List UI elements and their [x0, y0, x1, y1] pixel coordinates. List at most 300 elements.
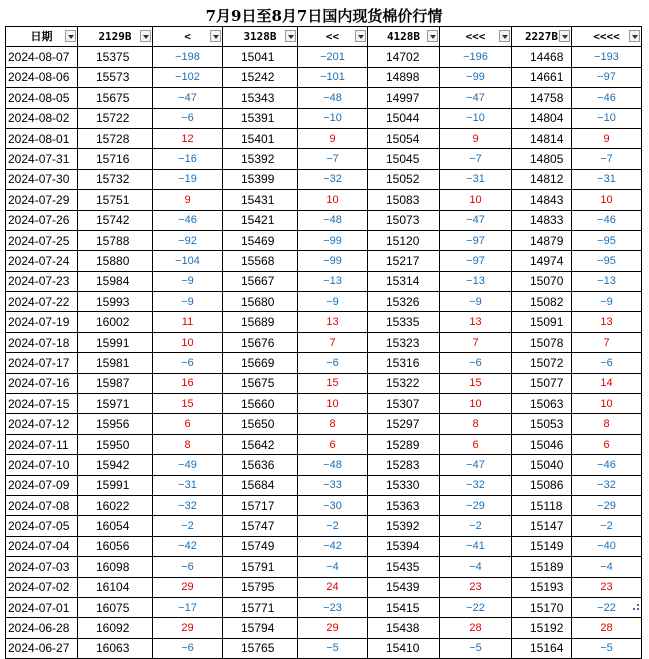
price-cell[interactable]: 15438: [368, 618, 440, 638]
column-header-4[interactable]: [298, 27, 368, 47]
change-cell[interactable]: −46: [572, 88, 642, 108]
price-cell[interactable]: 16022: [78, 495, 153, 515]
price-cell[interactable]: 15788: [78, 230, 153, 250]
column-header-5[interactable]: [368, 27, 440, 47]
price-cell[interactable]: 15391: [223, 108, 298, 128]
price-cell[interactable]: 15742: [78, 210, 153, 230]
change-cell[interactable]: −2: [298, 516, 368, 536]
change-cell[interactable]: −95: [572, 230, 642, 250]
change-cell[interactable]: 14: [572, 373, 642, 393]
column-header-1[interactable]: [78, 27, 153, 47]
price-cell[interactable]: 15335: [368, 312, 440, 332]
change-cell[interactable]: −31: [572, 169, 642, 189]
filter-dropdown-icon[interactable]: [499, 30, 510, 42]
change-cell[interactable]: 8: [298, 414, 368, 434]
date-cell[interactable]: 2024-07-19: [6, 312, 78, 332]
change-cell[interactable]: −4: [572, 557, 642, 577]
price-cell[interactable]: 15880: [78, 251, 153, 271]
price-cell[interactable]: 15053: [512, 414, 572, 434]
date-cell[interactable]: 2024-07-22: [6, 292, 78, 312]
change-cell[interactable]: 10: [572, 190, 642, 210]
price-cell[interactable]: 15375: [78, 47, 153, 67]
price-cell[interactable]: 15749: [223, 536, 298, 556]
change-cell[interactable]: −48: [298, 455, 368, 475]
change-cell[interactable]: −101: [298, 67, 368, 87]
price-cell[interactable]: 16098: [78, 557, 153, 577]
change-cell[interactable]: 6: [298, 434, 368, 454]
price-cell[interactable]: 15077: [512, 373, 572, 393]
change-cell[interactable]: 10: [572, 394, 642, 414]
change-cell[interactable]: 6: [572, 434, 642, 454]
change-cell[interactable]: −104: [153, 251, 223, 271]
change-cell[interactable]: −99: [440, 67, 512, 87]
change-cell[interactable]: −95: [572, 251, 642, 271]
price-cell[interactable]: 15660: [223, 394, 298, 414]
price-cell[interactable]: 15794: [223, 618, 298, 638]
change-cell[interactable]: −7: [298, 149, 368, 169]
price-cell[interactable]: 15041: [223, 47, 298, 67]
price-cell[interactable]: 15072: [512, 353, 572, 373]
change-cell[interactable]: 15: [298, 373, 368, 393]
table-body: [6, 47, 642, 659]
price-cell[interactable]: 15045: [368, 149, 440, 169]
change-cell[interactable]: −30: [298, 495, 368, 515]
change-cell[interactable]: −10: [572, 108, 642, 128]
price-cell[interactable]: 16104: [78, 577, 153, 597]
price-cell[interactable]: 15650: [223, 414, 298, 434]
change-cell[interactable]: −48: [298, 210, 368, 230]
change-cell[interactable]: −10: [298, 108, 368, 128]
change-cell[interactable]: −2: [153, 516, 223, 536]
price-cell[interactable]: 15689: [223, 312, 298, 332]
date-cell[interactable]: 2024-08-01: [6, 128, 78, 148]
change-cell[interactable]: 9: [572, 128, 642, 148]
price-cell[interactable]: 15675: [223, 373, 298, 393]
price-cell[interactable]: 15392: [223, 149, 298, 169]
date-cell[interactable]: 2024-07-11: [6, 434, 78, 454]
change-cell[interactable]: −6: [298, 353, 368, 373]
price-cell[interactable]: 15070: [512, 271, 572, 291]
price-cell[interactable]: 15297: [368, 414, 440, 434]
date-cell[interactable]: 2024-07-02: [6, 577, 78, 597]
change-cell[interactable]: −99: [298, 251, 368, 271]
change-cell[interactable]: −17: [153, 597, 223, 617]
change-cell[interactable]: −42: [153, 536, 223, 556]
change-cell[interactable]: 8: [440, 414, 512, 434]
price-cell[interactable]: 14812: [512, 169, 572, 189]
change-cell[interactable]: −32: [298, 169, 368, 189]
change-cell[interactable]: 13: [440, 312, 512, 332]
filter-dropdown-icon[interactable]: [65, 30, 76, 42]
price-cell[interactable]: 15330: [368, 475, 440, 495]
price-cell[interactable]: 15323: [368, 332, 440, 352]
price-cell[interactable]: 14758: [512, 88, 572, 108]
change-cell[interactable]: 6: [153, 414, 223, 434]
date-cell[interactable]: 2024-06-27: [6, 638, 78, 658]
price-cell[interactable]: 14974: [512, 251, 572, 271]
change-cell[interactable]: −33: [298, 475, 368, 495]
price-cell[interactable]: 15063: [512, 394, 572, 414]
date-cell[interactable]: 2024-07-09: [6, 475, 78, 495]
price-cell[interactable]: 15410: [368, 638, 440, 658]
change-cell[interactable]: −6: [153, 638, 223, 658]
change-cell[interactable]: −5: [572, 638, 642, 658]
column-header-label: 日期: [30, 29, 53, 43]
change-cell[interactable]: 10: [440, 190, 512, 210]
change-cell[interactable]: −47: [440, 455, 512, 475]
price-cell[interactable]: 15083: [368, 190, 440, 210]
price-cell[interactable]: 15147: [512, 516, 572, 536]
price-cell[interactable]: 15193: [512, 577, 572, 597]
change-cell[interactable]: −32: [440, 475, 512, 495]
change-cell[interactable]: −49: [153, 455, 223, 475]
price-cell[interactable]: 15326: [368, 292, 440, 312]
price-cell[interactable]: 15431: [223, 190, 298, 210]
change-cell[interactable]: −7: [440, 149, 512, 169]
price-cell[interactable]: 15170: [512, 597, 572, 617]
price-cell[interactable]: 15956: [78, 414, 153, 434]
price-cell[interactable]: 15991: [78, 332, 153, 352]
price-cell[interactable]: 15747: [223, 516, 298, 536]
price-cell[interactable]: 15987: [78, 373, 153, 393]
change-cell[interactable]: −23: [298, 597, 368, 617]
price-cell[interactable]: 15044: [368, 108, 440, 128]
price-cell[interactable]: 15795: [223, 577, 298, 597]
change-cell[interactable]: 28: [572, 618, 642, 638]
date-cell[interactable]: 2024-07-29: [6, 190, 78, 210]
price-cell[interactable]: 15120: [368, 230, 440, 250]
price-cell[interactable]: 14804: [512, 108, 572, 128]
date-cell[interactable]: 2024-07-26: [6, 210, 78, 230]
price-cell[interactable]: 15399: [223, 169, 298, 189]
date-cell[interactable]: 2024-07-31: [6, 149, 78, 169]
column-header-label: 2129B: [98, 29, 132, 43]
price-cell[interactable]: 15401: [223, 128, 298, 148]
price-cell[interactable]: 15421: [223, 210, 298, 230]
change-cell[interactable]: 29: [153, 577, 223, 597]
change-cell[interactable]: 24: [298, 577, 368, 597]
change-cell[interactable]: −102: [153, 67, 223, 87]
price-cell[interactable]: 15771: [223, 597, 298, 617]
change-cell[interactable]: −16: [153, 149, 223, 169]
price-cell[interactable]: 15149: [512, 536, 572, 556]
date-cell[interactable]: 2024-07-16: [6, 373, 78, 393]
change-cell[interactable]: 9: [153, 190, 223, 210]
change-cell[interactable]: 8: [153, 434, 223, 454]
price-cell[interactable]: 14814: [512, 128, 572, 148]
change-cell[interactable]: −9: [440, 292, 512, 312]
change-cell[interactable]: −4: [440, 557, 512, 577]
change-cell[interactable]: −9: [572, 292, 642, 312]
price-cell[interactable]: 15728: [78, 128, 153, 148]
price-cell[interactable]: 16054: [78, 516, 153, 536]
date-cell[interactable]: 2024-08-05: [6, 88, 78, 108]
change-cell[interactable]: −9: [298, 292, 368, 312]
change-cell[interactable]: −42: [298, 536, 368, 556]
change-cell[interactable]: 15: [440, 373, 512, 393]
change-cell[interactable]: 10: [298, 394, 368, 414]
price-cell[interactable]: 15971: [78, 394, 153, 414]
price-cell[interactable]: 15984: [78, 271, 153, 291]
column-header-label: <<<<: [593, 29, 620, 43]
table-row: [6, 557, 642, 577]
change-cell[interactable]: 7: [572, 332, 642, 352]
change-cell[interactable]: −5: [440, 638, 512, 658]
price-cell[interactable]: 15684: [223, 475, 298, 495]
price-cell[interactable]: 15283: [368, 455, 440, 475]
column-header-3[interactable]: [223, 27, 298, 47]
change-cell[interactable]: 15: [153, 394, 223, 414]
change-cell[interactable]: −92: [153, 230, 223, 250]
change-cell[interactable]: −32: [153, 495, 223, 515]
change-cell[interactable]: −32: [572, 475, 642, 495]
date-cell[interactable]: 2024-07-25: [6, 230, 78, 250]
change-cell[interactable]: 13: [298, 312, 368, 332]
table-row: [6, 353, 642, 373]
price-cell[interactable]: 15217: [368, 251, 440, 271]
date-cell[interactable]: 2024-07-17: [6, 353, 78, 373]
change-cell[interactable]: −13: [298, 271, 368, 291]
price-cell[interactable]: 15950: [78, 434, 153, 454]
date-cell[interactable]: 2024-07-01: [6, 597, 78, 617]
price-cell[interactable]: 15568: [223, 251, 298, 271]
change-cell[interactable]: −47: [440, 210, 512, 230]
price-cell[interactable]: 15573: [78, 67, 153, 87]
price-cell[interactable]: 15091: [512, 312, 572, 332]
change-cell[interactable]: −9: [153, 292, 223, 312]
change-cell[interactable]: −13: [440, 271, 512, 291]
date-cell[interactable]: 2024-07-24: [6, 251, 78, 271]
table-row: [6, 251, 642, 271]
date-cell[interactable]: 2024-07-08: [6, 495, 78, 515]
price-cell[interactable]: 15073: [368, 210, 440, 230]
change-cell[interactable]: 10: [153, 332, 223, 352]
change-cell[interactable]: −97: [440, 230, 512, 250]
filter-dropdown-icon[interactable]: [427, 30, 438, 42]
price-cell[interactable]: 15363: [368, 495, 440, 515]
price-cell[interactable]: 14997: [368, 88, 440, 108]
price-cell[interactable]: 15680: [223, 292, 298, 312]
change-cell[interactable]: −47: [153, 88, 223, 108]
price-cell[interactable]: 15394: [368, 536, 440, 556]
change-cell[interactable]: 29: [153, 618, 223, 638]
sheet-title: 7月9日至8月7日国内现货棉价行情: [205, 7, 443, 25]
price-cell[interactable]: 15732: [78, 169, 153, 189]
price-cell[interactable]: 15054: [368, 128, 440, 148]
change-cell[interactable]: −40: [572, 536, 642, 556]
change-cell[interactable]: −29: [572, 495, 642, 515]
price-cell[interactable]: 15118: [512, 495, 572, 515]
change-cell[interactable]: 11: [153, 312, 223, 332]
date-cell[interactable]: 2024-06-28: [6, 618, 78, 638]
price-cell[interactable]: 16056: [78, 536, 153, 556]
price-cell[interactable]: 15392: [368, 516, 440, 536]
price-cell[interactable]: 14879: [512, 230, 572, 250]
filter-dropdown-icon[interactable]: [210, 30, 221, 42]
price-cell[interactable]: 15242: [223, 67, 298, 87]
change-cell[interactable]: −196: [440, 47, 512, 67]
price-cell[interactable]: 15086: [512, 475, 572, 495]
price-cell[interactable]: 14898: [368, 67, 440, 87]
date-cell[interactable]: 2024-07-12: [6, 414, 78, 434]
date-cell[interactable]: 2024-08-07: [6, 47, 78, 67]
price-cell[interactable]: 15717: [223, 495, 298, 515]
change-cell[interactable]: 23: [572, 577, 642, 597]
price-cell[interactable]: 15469: [223, 230, 298, 250]
price-cell[interactable]: 14468: [512, 47, 572, 67]
change-cell[interactable]: −46: [153, 210, 223, 230]
date-cell[interactable]: 2024-07-04: [6, 536, 78, 556]
change-cell[interactable]: −41: [440, 536, 512, 556]
change-cell[interactable]: −4: [298, 557, 368, 577]
change-cell[interactable]: −2: [572, 516, 642, 536]
price-cell[interactable]: 16002: [78, 312, 153, 332]
change-cell[interactable]: 7: [298, 332, 368, 352]
change-cell[interactable]: −7: [572, 149, 642, 169]
price-cell[interactable]: 15314: [368, 271, 440, 291]
price-cell[interactable]: 15642: [223, 434, 298, 454]
price-cell[interactable]: 15942: [78, 455, 153, 475]
price-cell[interactable]: 14833: [512, 210, 572, 230]
price-cell[interactable]: 15322: [368, 373, 440, 393]
price-cell[interactable]: 15676: [223, 332, 298, 352]
column-header-6[interactable]: [440, 27, 512, 47]
change-cell[interactable]: −48: [298, 88, 368, 108]
date-cell[interactable]: 2024-08-06: [6, 67, 78, 87]
price-cell[interactable]: 15991: [78, 475, 153, 495]
filter-dropdown-icon[interactable]: [559, 30, 570, 42]
change-cell[interactable]: 10: [298, 190, 368, 210]
change-cell[interactable]: −5: [298, 638, 368, 658]
price-cell[interactable]: 15046: [512, 434, 572, 454]
change-cell[interactable]: 9: [298, 128, 368, 148]
column-header-2[interactable]: [153, 27, 223, 47]
change-cell[interactable]: −6: [153, 108, 223, 128]
change-cell[interactable]: −31: [153, 475, 223, 495]
change-cell[interactable]: 7: [440, 332, 512, 352]
change-cell[interactable]: −46: [572, 455, 642, 475]
price-cell[interactable]: 16063: [78, 638, 153, 658]
price-cell[interactable]: 16075: [78, 597, 153, 617]
column-header-label: <<<: [465, 29, 486, 43]
price-cell[interactable]: 15765: [223, 638, 298, 658]
price-cell[interactable]: 15307: [368, 394, 440, 414]
price-cell[interactable]: 15040: [512, 455, 572, 475]
change-cell[interactable]: −6: [153, 557, 223, 577]
column-header-8[interactable]: [572, 27, 642, 47]
change-cell[interactable]: 13: [572, 312, 642, 332]
price-cell[interactable]: 15052: [368, 169, 440, 189]
filter-dropdown-icon[interactable]: [140, 30, 151, 42]
price-cell[interactable]: 15993: [78, 292, 153, 312]
price-cell[interactable]: 15189: [512, 557, 572, 577]
change-cell[interactable]: −46: [572, 210, 642, 230]
change-cell[interactable]: −6: [153, 353, 223, 373]
price-cell[interactable]: 15716: [78, 149, 153, 169]
change-cell[interactable]: −6: [572, 353, 642, 373]
change-cell[interactable]: −2: [440, 516, 512, 536]
change-cell[interactable]: 10: [440, 394, 512, 414]
column-header-7[interactable]: [512, 27, 572, 47]
price-cell[interactable]: 15791: [223, 557, 298, 577]
table-row: [6, 230, 642, 250]
price-cell[interactable]: 15722: [78, 108, 153, 128]
date-cell[interactable]: 2024-08-02: [6, 108, 78, 128]
change-cell[interactable]: −201: [298, 47, 368, 67]
date-cell[interactable]: 2024-07-18: [6, 332, 78, 352]
price-cell[interactable]: 15636: [223, 455, 298, 475]
change-cell[interactable]: 23: [440, 577, 512, 597]
price-cell[interactable]: 15669: [223, 353, 298, 373]
price-cell[interactable]: 15667: [223, 271, 298, 291]
price-cell[interactable]: 15316: [368, 353, 440, 373]
date-cell[interactable]: 2024-07-10: [6, 455, 78, 475]
filter-dropdown-icon[interactable]: [355, 30, 366, 42]
change-cell[interactable]: 29: [298, 618, 368, 638]
date-cell[interactable]: 2024-07-23: [6, 271, 78, 291]
change-cell[interactable]: −47: [440, 88, 512, 108]
price-cell[interactable]: 15078: [512, 332, 572, 352]
change-cell[interactable]: −97: [572, 67, 642, 87]
change-cell[interactable]: 12: [153, 128, 223, 148]
price-cell[interactable]: 15981: [78, 353, 153, 373]
date-cell[interactable]: 2024-07-05: [6, 516, 78, 536]
price-cell[interactable]: 15439: [368, 577, 440, 597]
date-cell[interactable]: 2024-07-30: [6, 169, 78, 189]
price-cell[interactable]: 15751: [78, 190, 153, 210]
price-cell[interactable]: 15289: [368, 434, 440, 454]
change-cell[interactable]: −19: [153, 169, 223, 189]
change-cell[interactable]: −31: [440, 169, 512, 189]
price-cell[interactable]: 14805: [512, 149, 572, 169]
price-cell[interactable]: 15164: [512, 638, 572, 658]
price-cell[interactable]: 15415: [368, 597, 440, 617]
change-cell[interactable]: 28: [440, 618, 512, 638]
change-cell[interactable]: −29: [440, 495, 512, 515]
price-cell[interactable]: 15343: [223, 88, 298, 108]
price-cell[interactable]: 15192: [512, 618, 572, 638]
price-cell[interactable]: 14702: [368, 47, 440, 67]
change-cell[interactable]: −13: [572, 271, 642, 291]
column-header-0[interactable]: [6, 27, 78, 47]
column-header-label: 2227B: [524, 29, 559, 43]
price-cell[interactable]: 16092: [78, 618, 153, 638]
change-cell[interactable]: 6: [440, 434, 512, 454]
table-row: [6, 47, 642, 67]
change-cell[interactable]: −193: [572, 47, 642, 67]
change-cell[interactable]: −9: [153, 271, 223, 291]
change-cell[interactable]: −22: [440, 597, 512, 617]
change-cell[interactable]: −99: [298, 230, 368, 250]
change-cell[interactable]: −198: [153, 47, 223, 67]
price-cell[interactable]: 15435: [368, 557, 440, 577]
price-cell[interactable]: 15675: [78, 88, 153, 108]
price-cell[interactable]: 14843: [512, 190, 572, 210]
change-cell[interactable]: 16: [153, 373, 223, 393]
change-cell[interactable]: −6: [440, 353, 512, 373]
change-cell[interactable]: 8: [572, 414, 642, 434]
change-cell[interactable]: 9: [440, 128, 512, 148]
change-cell[interactable]: −22: [572, 597, 642, 617]
change-cell[interactable]: −97: [440, 251, 512, 271]
price-cell[interactable]: 14661: [512, 67, 572, 87]
price-cell[interactable]: 15082: [512, 292, 572, 312]
filter-dropdown-icon[interactable]: [629, 30, 640, 42]
date-cell[interactable]: 2024-07-15: [6, 394, 78, 414]
date-cell[interactable]: 2024-07-03: [6, 557, 78, 577]
change-cell[interactable]: −10: [440, 108, 512, 128]
filter-dropdown-icon[interactable]: [285, 30, 296, 42]
